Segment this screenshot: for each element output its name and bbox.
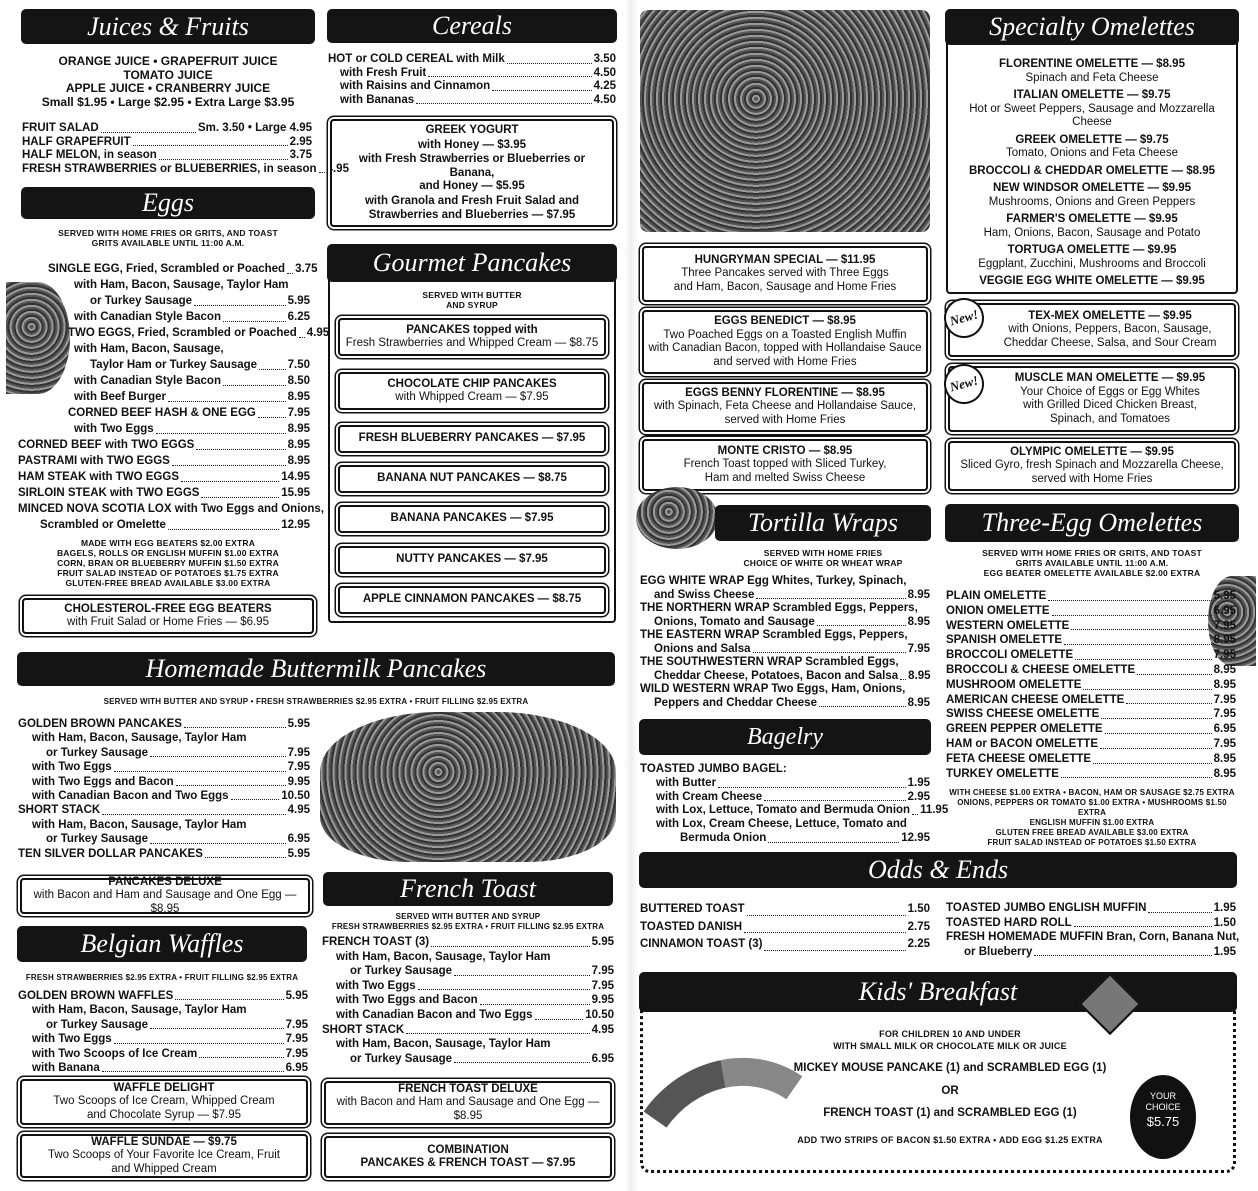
new-badge-2: New! [940,360,989,409]
french-items [322,935,614,1066]
your-choice-badge: YOUR CHOICE $5.75 [1130,1075,1196,1159]
breakfast-special-box: HUNGRYMAN SPECIAL — $11.95 Three Pancakes served with Three Eggs and Ham, Bacon, Sausage and Home Fries [642,246,928,302]
egg-item: Taylor Ham or Turkey Sausage 7.50 [90,359,310,371]
french-item: SHORT STACK 4.95 [322,1023,614,1036]
eggs-extras [22,538,314,588]
fruit-item: HALF GRAPEFRUIT 2.95 [22,135,312,148]
bagel-item: with Lox, Lettuce, Tomato and Bermuda Onion 11.95 [656,804,949,817]
olympic-box: OLYMPIC OMELETTE — $9.95 Sliced Gyro, fresh Spinach and Mozzarella Cheese, served with Home Fries [948,441,1236,491]
egg-beaters-box: CHOLESTEROL-FREE EGG BEATERS with Fruit Salad or Home Fries — $6.95 [22,598,314,634]
wrap-item: Peppers and Cheddar Cheese 8.95 [654,696,930,709]
waffle-item: or Turkey Sausage 7.95 [46,1018,308,1031]
wrap-item: WILD WESTERN WRAP Two Eggs, Ham, Onions, [640,683,906,695]
egg-item: SIRLOIN STEAK with TWO EGGS 15.95 [18,487,310,499]
breakfast-special-box: MONTE CRISTO — $8.95 French Toast topped with Sliced Turkey, Ham and melted Swiss Cheese [642,439,928,491]
omelette-item: SPANISH OMELETTE 8.95 [946,634,1236,647]
omelette-extra-line: ENGLISH MUFFIN $1.00 EXTRA [1029,818,1155,827]
greek-yogurt-box: GREEK YOGURT with Honey — $3.95 with Fresh Strawberries or Blueberries or Banana, and Honey — $5.95 with Granola and Fresh Fruit Salad and Strawberries and Blueberries — $7.95 [330,119,614,227]
egg-item: with Canadian Style Bacon 8.50 [74,375,310,387]
food-photo [640,10,930,232]
wrap-item: EGG WHITE WRAP Egg Whites, Turkey, Spinach, [640,575,907,587]
omelette-item: AMERICAN CHEESE OMELETTE 7.95 [946,693,1236,706]
french-note: SERVED WITH BUTTER AND SYRUP FRESH STRAWBERRIES $2.95 EXTRA • FRUIT FILLING $2.95 EXTRA [331,912,605,931]
omelette-extra-line: WITH CHEESE $1.00 EXTRA • BACON, HAM OR SAUSAGE $2.75 EXTRA [949,788,1235,797]
eggs-extra-line: MADE WITH EGG BEATERS $2.00 EXTRA [80,538,256,548]
wrap-item: Cheddar Cheese, Potatoes, Bacon and Salsa 8.95 [654,669,931,682]
cereals-header: Cereals [328,10,616,42]
specialty-omelette: ITALIAN OMELETTE — $9.75 Hot or Sweet Peppers, Sausage and Mozzarella Cheese [969,89,1215,128]
egg-item: CORNED BEEF HASH & ONE EGG 7.95 [68,407,310,419]
omelette-item: BROCCOLI & CHEESE OMELETTE 8.95 [946,663,1236,676]
specialty-header: Specialty Omelettes [946,10,1238,44]
odds-item: FRESH HOMEMADE MUFFIN Bran, Corn, Banana Nut, [946,931,1240,943]
eggs-items [18,261,330,533]
wrap-items [640,575,930,710]
specialty-omelette: VEGGIE EGG WHITE OMELETTE — $9.95 [979,275,1205,287]
buttermilk-item: or Turkey Sausage 7.95 [46,746,310,759]
buttermilk-item: GOLDEN BROWN PANCAKES 5.95 [18,718,310,730]
omelette-item: FETA CHEESE OMELETTE 8.95 [946,752,1236,765]
buttermilk-item: with Two Eggs and Bacon 9.95 [32,775,310,788]
buttermilk-item: TEN SILVER DOLLAR PANCAKES 5.95 [18,847,310,860]
odds-item: CINNAMON TOAST (3) 2.25 [640,938,930,950]
gourmet-pancake-box: APPLE CINNAMON PANCAKES — $8.75 [338,586,606,614]
gourmet-note: SERVED WITH BUTTER AND SYRUP [422,290,522,310]
eggs-extra-line: FRUIT SALAD INSTEAD OF POTATOES $1.75 EXTRA [57,568,279,578]
french-deluxe-box: FRENCH TOAST DELUXE with Bacon and Ham and Sausage and One Egg — $8.95 [324,1081,612,1125]
french-item: with Ham, Bacon, Sausage, Taylor Ham [336,950,551,963]
specialty-omelette: GREEK OMELETTE — $9.75 Tomato, Onions and Feta Cheese [1006,133,1178,159]
fruit-item: FRUIT SALAD Sm. 3.50 • Large 4.95 [22,122,312,134]
wrap-item: Onions, Tomato and Sausage 8.95 [654,615,930,628]
egg-item: or Turkey Sausage 5.95 [90,295,310,307]
gourmet-pancake-box: CHOCOLATE CHIP PANCAKES with Whipped Cream — $7.95 [338,372,606,410]
fruit-items [22,122,349,176]
odds-item: TOASTED DANISH 2.75 [640,920,930,933]
french-toast-header: French Toast [324,873,612,905]
waffle-item: with Two Scoops of Ice Cream 7.95 [32,1047,308,1060]
waffle-delight-box: WAFFLE DELIGHT Two Scoops of Ice Cream, Whipped Cream and Chocolate Syrup — $7.95 [20,1079,308,1125]
buttermilk-items [18,717,310,861]
three-egg-extras [946,788,1238,848]
odds-header: Odds & Ends [640,853,1236,887]
waffle-item: GOLDEN BROWN WAFFLES 5.95 [18,990,308,1002]
buttermilk-item: with Ham, Bacon, Sausage, Taylor Ham [32,732,247,745]
odds-right-items [946,901,1240,959]
gourmet-pancake-box: BANANA PANCAKES — $7.95 [338,505,606,533]
omelette-item: HAM or BACON OMELETTE 7.95 [946,737,1236,750]
cereal-item: with Fresh Fruit 4.50 [340,66,616,79]
egg-item: Scrambled or Omelette 12.95 [40,519,310,531]
muscle-man-box: MUSCLE MAN OMELETTE — $9.95 Your Choice of Eggs or Egg Whites with Grilled Diced Chicken Breast, Spinach, and Tomatoes [948,366,1236,432]
french-item: with Ham, Bacon, Sausage, Taylor Ham [336,1038,551,1051]
french-item: or Turkey Sausage 6.95 [350,1052,614,1065]
gourmet-pancake-box: NUTTY PANCAKES — $7.95 [338,546,606,574]
kids-text: FOR CHILDREN 10 AND UNDER WITH SMALL MILK OR CHOCOLATE MILK OR JUICE MICKEY MOUSE PANCAKE (1) and SCRAMBLED EGG (1) OR FRENCH TOAST (1) and SCRAMBLED EGG (1) ADD TWO STRIPS OF BACON $1.50 EXTRA • ADD EGG $1.25 EXTRA [793,1029,1107,1145]
breakfast-special-box: EGGS BENEDICT — $8.95 Two Poached Eggs on a Toasted English Muffin with Canadian Bacon, topped with Hollandaise Sauce and served with Home Fries [642,310,928,374]
egg-item: with Ham, Bacon, Sausage, [74,343,224,355]
odds-item: TOASTED HARD ROLL 1.50 [946,916,1236,929]
juices-header: Juices & Fruits [22,10,314,43]
egg-item: with Ham, Bacon, Sausage, Taylor Ham [74,279,289,291]
buttermilk-item: SHORT STACK 4.95 [18,804,310,817]
waffles-header: Belgian Waffles [18,927,306,961]
page-fold [624,0,638,1191]
specialty-omelette: TORTUGA OMELETTE — $9.95 Eggplant, Zucchini, Mushrooms and Broccoli [978,244,1206,270]
egg-item: PASTRAMI with TWO EGGS 8.95 [18,455,310,467]
omelette-item: BROCCOLI OMELETTE 7.95 [946,649,1236,662]
tex-mex-box: TEX-MEX OMELETTE — $9.95 with Onions, Peppers, Bacon, Sausage, Cheddar Cheese, Salsa, and Sour Cream [948,303,1236,357]
omelette-item: GREEN PEPPER OMELETTE 6.95 [946,723,1236,736]
odds-item: BUTTERED TOAST 1.50 [640,903,930,915]
buttermilk-item: with Two Eggs 7.95 [32,761,310,774]
omelette-extra-line: ONIONS, PEPPERS OR TOMATO $1.00 EXTRA • MUSHROOMS $1.50 EXTRA [957,798,1227,817]
bagel-items [640,763,949,846]
egg-item: with Beef Burger 8.95 [74,391,310,403]
bagel-item: with Butter 1.95 [656,776,930,789]
eggs-note: SERVED WITH HOME FRIES OR GRITS, AND TOAST GRITS AVAILABLE UNTIL 11:00 A.M. [58,228,278,248]
wrap-item: Onions and Salsa 7.95 [654,642,930,655]
omelette-item: TURKEY OMELETTE 8.95 [946,767,1236,780]
kids-header: Kids' Breakfast [640,973,1236,1011]
waffle-item: with Ham, Bacon, Sausage, Taylor Ham [32,1004,247,1017]
eggs-header: Eggs [22,188,314,218]
buttermilk-note: SERVED WITH BUTTER AND SYRUP • FRESH STRAWBERRIES $2.95 EXTRA • FRUIT FILLING $2.95 EXTRA [103,697,529,706]
french-item: or Turkey Sausage 7.95 [350,965,614,978]
omelette-extra-line: GLUTEN FREE BREAD AVAILABLE $3.00 EXTRA [995,828,1189,837]
french-item: with Canadian Bacon and Two Eggs 10.50 [336,1008,614,1021]
omelette-item: PLAIN OMELETTE 5.95 [946,590,1236,602]
buttermilk-header: Homemade Buttermilk Pancakes [18,653,614,685]
omelette-item: MUSHROOM OMELETTE 8.95 [946,678,1236,691]
egg-item: HAM STEAK with TWO EGGS 14.95 [18,471,310,483]
bagelry-header: Bagelry [640,720,930,754]
odds-item: TOASTED JUMBO ENGLISH MUFFIN 1.95 [946,902,1236,914]
cereal-items [328,53,616,107]
specialty-omelette: BROCCOLI & CHEDDAR OMELETTE — $8.95 [969,164,1215,177]
breakfast-special-box: EGGS BENNY FLORENTINE — $8.95 with Spinach, Feta Cheese and Hollandaise Sauce, served with Home Fries [642,382,928,432]
waffle-items [18,989,308,1075]
pancake-photo [320,712,616,862]
bagel-item: with Lox, Cream Cheese, Lettuce, Tomato and [656,818,907,831]
cereal-item: HOT or COLD CEREAL with Milk 3.50 [328,53,616,65]
cereal-item: with Bananas 4.50 [340,93,616,106]
wrap-item: THE NORTHERN WRAP Scrambled Eggs, Peppers, [640,602,918,614]
bagel-item: Bermuda Onion 12.95 [680,831,930,844]
wrap-photo [636,487,718,549]
egg-item: SINGLE EGG, Fried, Scrambled or Poached 3.75 [48,263,318,275]
waffle-sundae-box: WAFFLE SUNDAE — $9.75 Two Scoops of Your Favorite Ice Cream, Fruit and Whipped Cream [20,1134,308,1178]
bagel-item: TOASTED JUMBO BAGEL: [640,763,787,775]
wrap-item: and Swiss Cheese 8.95 [654,588,930,601]
omelette-item: WESTERN OMELETTE 7.95 [946,619,1236,632]
waffle-item: with Two Eggs 7.95 [32,1033,308,1046]
omelette-item: SWISS CHEESE OMELETTE 7.95 [946,708,1236,721]
wrap-item: THE EASTERN WRAP Scrambled Eggs, Peppers, [640,629,908,641]
gourmet-header: Gourmet Pancakes [328,245,616,281]
bagel-item: with Cream Cheese 2.95 [656,790,930,803]
egg-item: CORNED BEEF with TWO EGGS 8.95 [18,439,310,451]
omelette-item: ONION OMELETTE 6.95 [946,604,1236,617]
omelette-extra-line: FRUIT SALAD INSTEAD OF POTATOES $1.50 EXTRA [987,838,1197,847]
wraps-header: Tortilla Wraps [716,506,930,540]
gourmet-pancake-box: PANCAKES topped with Fresh Strawberries and Whipped Cream — $8.75 [338,318,606,356]
gourmet-pancake-box: FRESH BLUEBERRY PANCAKES — $7.95 [338,425,606,453]
specialty-omelette: FARMER'S OMELETTE — $9.95 Ham, Onions, Bacon, Sausage and Potato [983,213,1201,239]
buttermilk-item: with Ham, Bacon, Sausage, Taylor Ham [32,818,247,831]
waffle-item: with Banana 6.95 [32,1062,308,1075]
french-item: with Two Eggs and Bacon 9.95 [336,994,614,1007]
combination-box: COMBINATION PANCAKES & FRENCH TOAST — $7.95 [324,1136,612,1178]
specialty-omelette: FLORENTINE OMELETTE — $8.95 Spinach and Feta Cheese [999,58,1185,84]
new-badge-1: New! [940,294,989,343]
eggs-extra-line: CORN, BRAN OR BLUEBERRY MUFFIN $1.50 EXTRA [57,558,279,568]
cereal-item: with Raisins and Cinnamon 4.25 [340,80,616,92]
egg-item: TWO EGGS, Fried, Scrambled or Poached 4.95 [68,327,330,339]
pancakes-deluxe-box: PANCAKES DELUXE with Bacon and Ham and Sausage and One Egg — $8.95 [20,878,310,914]
egg-item: with Canadian Style Bacon 6.25 [74,311,310,323]
specialty-omelette: NEW WINDSOR OMELETTE — $9.95 Mushrooms, Onions and Green Peppers [988,182,1196,208]
french-item: with Two Eggs 7.95 [336,979,614,992]
three-egg-header: Three-Egg Omelettes [946,505,1238,541]
french-item: FRENCH TOAST (3) 5.95 [322,936,614,948]
eggs-extra-line: GLUTEN-FREE BREAD AVAILABLE $3.00 EXTRA [65,578,271,588]
buttermilk-item: or Turkey Sausage 6.95 [46,833,310,846]
fruit-item: FRESH STRAWBERRIES or BLUEBERRIES, in season 4.95 [22,162,349,175]
egg-item: with Two Eggs 8.95 [74,423,310,435]
waffles-note: FRESH STRAWBERRIES $2.95 EXTRA • FRUIT FILLING $2.95 EXTRA [25,973,299,982]
juice-list: ORANGE JUICE • GRAPEFRUIT JUICE TOMATO JUICE APPLE JUICE • CRANBERRY JUICE Small $1.95 • Large $2.95 • Extra Large $3.95 [41,54,295,109]
three-egg-note: SERVED WITH HOME FRIES OR GRITS, AND TOAST GRITS AVAILABLE UNTIL 11:00 A.M. EGG BEATER OMELETTE AVAILABLE $2.00 EXTRA [982,548,1202,578]
specialty-items [950,58,1234,293]
gourmet-pancake-box: BANANA NUT PANCAKES — $8.75 [338,465,606,493]
egg-item: MINCED NOVA SCOTIA LOX with Two Eggs and Onions, [18,503,325,515]
three-egg-items [946,589,1236,781]
odds-item: or Blueberry 1.95 [964,945,1236,958]
wrap-item: THE SOUTHWESTERN WRAP Scrambled Eggs, [640,656,899,668]
fruit-item: HALF MELON, in season 3.75 [22,149,312,161]
eggs-extra-line: BAGELS, ROLLS OR ENGLISH MUFFIN $1.00 EXTRA [56,548,280,558]
odds-left-items [640,901,930,954]
buttermilk-item: with Canadian Bacon and Two Eggs 10.50 [32,790,310,803]
wraps-note: SERVED WITH HOME FRIES CHOICE OF WHITE OR WHEAT WRAP [743,548,903,568]
